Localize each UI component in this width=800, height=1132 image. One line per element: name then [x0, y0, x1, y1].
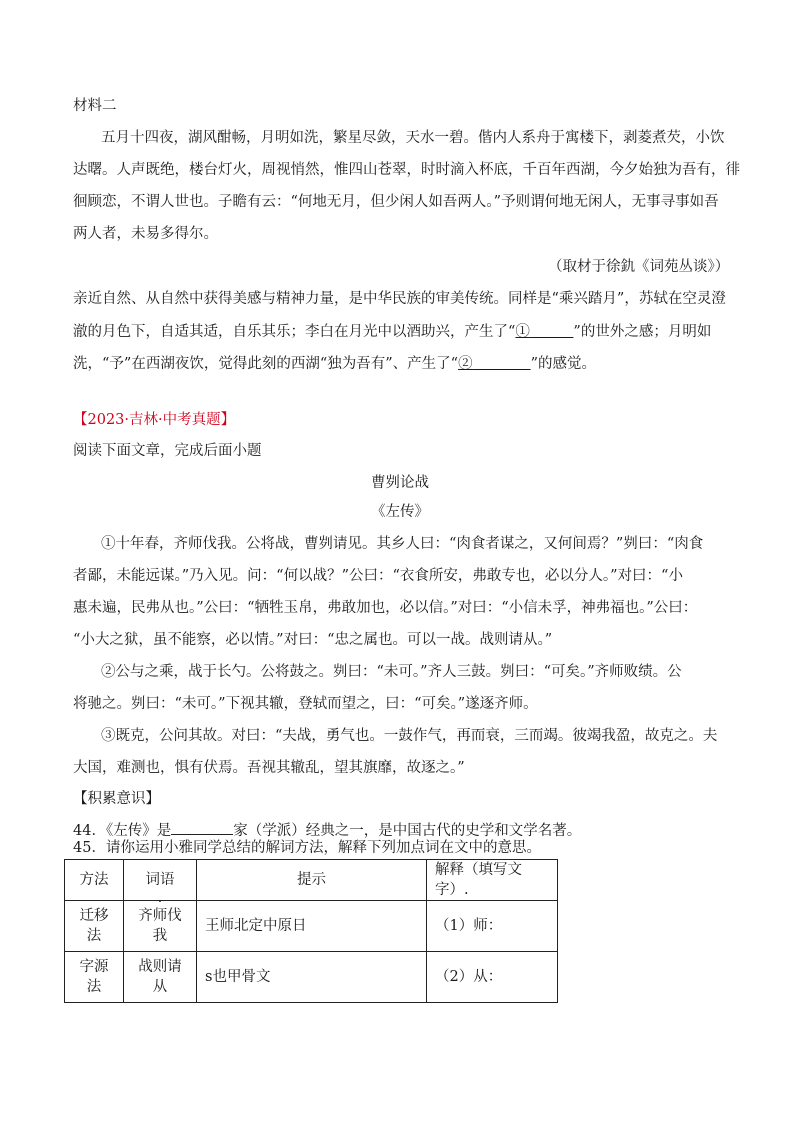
paragraph-line: ③既克，公问其故。对曰：“夫战，勇气也。一鼓作气，再而衰，三而竭。彼竭我盈，故克之。夫	[101, 728, 718, 744]
table-row	[65, 901, 558, 952]
table-header-cell: 方法	[65, 860, 124, 901]
paragraph-line: 徊顾恋，不谓人世也。子瞻有云：“何地无月，但少闲人如吾两人。”予则谓何地无闲人，无事寻事如吾	[73, 194, 719, 210]
table-header-cell: 词语	[124, 860, 197, 901]
question-text: 澈的月色下，自适其适，自乐其乐；李白在月光中以酒助兴，产生了“	[73, 324, 516, 340]
method-cell: 迁移法	[65, 901, 124, 952]
paragraph-line: 将驰之。刿曰：“未可。”下视其辙，登轼而望之，曰：“可矣。”遂逐齐师。	[73, 696, 538, 712]
word-cell: 战则请 从	[124, 952, 197, 1003]
method-cell: 字源法	[65, 952, 124, 1003]
question-line: 亲近自然、从自然中获得美感与精神力量，是中华民族的审美传统。同样是“乘兴踏月”，苏轼在空灵澄	[73, 291, 726, 307]
question-44: 44．《左传》是 家（学派）经典之一，是中国古代的史学和文学名著。	[73, 820, 581, 841]
question-text: ”的感觉。	[530, 356, 596, 372]
method-table	[64, 859, 558, 1003]
table-header-cell: 解释（填写文字）.	[427, 860, 558, 901]
question-line	[73, 354, 596, 374]
hint-cell: 王师北定中原日	[197, 901, 427, 952]
question-45: 45．请你运用小雅同学总结的解词方法，解释下列加点词在文中的意思。	[73, 840, 541, 856]
paragraph-line: ①十年春，齐师伐我。公将战，曹刿请见。其乡人曰：“肉食者谋之，又何间焉？”刿曰：“肉食	[101, 536, 704, 552]
hint-cell: s也甲骨文	[197, 952, 427, 1003]
answer-blank-44[interactable]	[171, 820, 233, 835]
article-author: 《左传》	[371, 504, 429, 520]
paragraph-line: “小大之狱，虽不能察，必以情。”对曰：“忠之属也。可以一战。战则请从。”	[73, 632, 553, 648]
source-citation: （取材于徐釚《词苑丛谈》）	[548, 259, 730, 275]
question-text: ”的世外之感；月明如	[573, 324, 712, 340]
answer-blank-1[interactable]: ①	[515, 324, 530, 340]
word-cell: 齐师伐 我	[124, 901, 197, 952]
table-row	[65, 952, 558, 1003]
article-title: 曹刿论战	[371, 475, 429, 491]
paragraph-line: 五月十四夜，湖风酣畅，月明如洗，繁星尽敛，天水一碧。偕内人系舟于寓楼下，剥菱煮芡，小饮	[101, 130, 725, 146]
paragraph-line: 惠未遍，民弗从也。”公曰：“牺牲玉帛，弗敢加也，必以信。”对曰：“小信未孚，神弗福也。”公曰：	[73, 600, 698, 616]
answer-blank-2[interactable]: ②	[458, 356, 473, 372]
instruction: 阅读下面文章，完成后面小题	[73, 443, 262, 459]
question-text: 洗，“予”在西湖夜饮，觉得此刻的西湖“独为吾有”、产生了“	[73, 356, 459, 372]
emphasis-dot-word: 师	[152, 908, 168, 924]
answer-cell[interactable]: （2）从：	[427, 952, 558, 1003]
exam-source-tag: 【2023·吉林·中考真题】	[73, 412, 236, 428]
paragraph-line: 达曙。人声既绝，楼台灯火，周视悄然，惟四山苍翠，时时滴入杯底，千百年西湖，今夕始独为吾有，徘	[73, 162, 740, 178]
material-heading: 材料二	[73, 98, 117, 114]
question-line	[73, 322, 711, 342]
table-header-row	[65, 860, 558, 901]
paragraph-line: 者鄙，未能远谋。”乃入见。问：“何以战？”公曰：“衣食所安，弗敢专也，必以分人。”对曰：“小	[73, 568, 683, 584]
paragraph-line: ②公与之乘，战于长勺。公将鼓之。刿曰：“未可。”齐人三鼓。刿曰：“可矣。”齐师败绩。公	[101, 664, 682, 680]
section-heading: 【积累意识】	[73, 791, 160, 807]
table-header-cell: 提示	[197, 860, 427, 901]
paragraph-line: 两人者，未易多得尔。	[73, 226, 218, 242]
paragraph-line: 大国，难测也，惧有伏焉。吾视其辙乱，望其旗靡，故逐之。”	[73, 760, 465, 776]
answer-cell[interactable]: （1）师：	[427, 901, 558, 952]
